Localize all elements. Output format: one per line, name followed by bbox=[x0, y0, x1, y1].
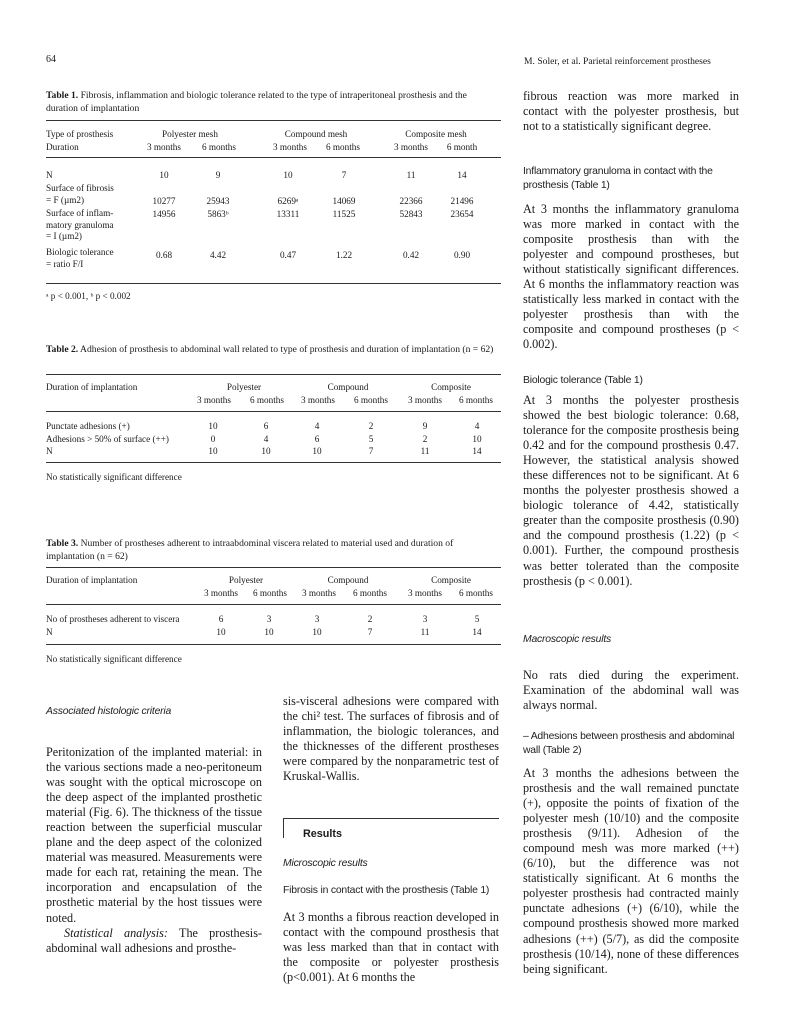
table3-head bbox=[46, 575, 501, 605]
table3-row-label: N bbox=[46, 627, 53, 637]
table3-label: Table 3. bbox=[46, 538, 79, 549]
table2-cell: 14 bbox=[472, 446, 482, 456]
table2-duration: 6 months bbox=[250, 395, 284, 405]
right-paragraph-inflammatory: At 3 months the inflammatory granuloma was more marked in contact with the composite prosthesis than with the polyester and compound prostheses, but without statistically significant differences. At 6 months the inflammatory reaction was statistically less marked in contact with the polyester prosthesis than with the composite and compound prostheses (p < 0.002). bbox=[523, 202, 739, 352]
table3-cell: 10 bbox=[312, 627, 322, 637]
table1-cell: 14956 bbox=[152, 209, 176, 219]
table2-duration: 3 months bbox=[301, 395, 335, 405]
table2-group: Composite bbox=[431, 382, 471, 392]
table1-head-rule bbox=[46, 157, 501, 158]
table1-cell: 11 bbox=[406, 170, 416, 180]
table1-row-label: N bbox=[46, 170, 53, 180]
table1-cell: 5863ᵇ bbox=[207, 209, 229, 219]
table1-col-duration: Duration bbox=[46, 142, 79, 152]
table1-duration: 6 month bbox=[446, 142, 478, 152]
table1-col-type: Type of prosthesis bbox=[46, 129, 114, 139]
table3-head-rule bbox=[46, 604, 501, 605]
table1-cell: 0.47 bbox=[279, 250, 297, 260]
table2-col-duration: Duration of implantation bbox=[46, 382, 138, 392]
table3-cell: 6 bbox=[218, 614, 224, 624]
left-paragraph-peritonization: Peritonization of the implanted material: in the various sections made a neo-peritoneum was sought with the optical microscope on the deep aspect of the implanted prosthetic material (Fig. 6). The thickness of the tissue reaction between the superficial muscular plane and the deep aspect of the colonized material was measured. Measurements were made for each rat, retaining the mean. The incorporation and encapsulation of the prosthetic material by the host tissues were noted. bbox=[46, 745, 262, 925]
table2-cell: 10 bbox=[312, 446, 322, 456]
table3-duration: 6 months bbox=[353, 588, 387, 598]
right-paragraph-adhesions: At 3 months the adhesions between the prosthesis and the wall remained punctate (+), opposite the points of fixation of the polyester mesh (10/10) and the composite prosthesis (9/11). Adhesion of the compound mesh was more marked (++) (6/10), but the difference was not statistically significant. At 6 months the polyester prosthesis had contracted mainly punctate adhesions (+) (6/10), while the compound prosthesis showed more marked adhesions (++) (5/7), as did the composite prosthesis (10/14), none of these differences being significant. bbox=[523, 766, 739, 976]
table2-cell: 7 bbox=[368, 446, 374, 456]
table1-caption-text: Fibrosis, inflammation and biologic tolerance related to the type of intraperitoneal prosthesis and the duration of implantation bbox=[46, 90, 467, 114]
table3-cell: 3 bbox=[422, 614, 428, 624]
table2-duration: 3 months bbox=[197, 395, 231, 405]
table1-cell: 52843 bbox=[399, 209, 423, 219]
mid-paragraph-statistics-cont: sis-visceral adhesions were compared with the chi² test. The surfaces of fibrosis and of inflammation, the biologic tolerances, and the thicknesses of the different prostheses were compared by the nonparametric test of Kruskal-Wallis. bbox=[283, 694, 499, 784]
statistical-analysis-text: The prosthesis-abdominal wall adhesions and prosthe- bbox=[46, 925, 262, 955]
statistical-analysis-label: Statistical analysis: bbox=[64, 925, 168, 940]
heading-fibrosis: Fibrosis in contact with the prosthesis (Table 1) bbox=[283, 885, 490, 896]
table3-duration: 3 months bbox=[408, 588, 442, 598]
table1-cell: 6269ᵃ bbox=[277, 196, 299, 206]
table1-cell: 0.42 bbox=[402, 250, 420, 260]
table2-group: Compound bbox=[327, 382, 369, 392]
table1-duration: 6 months bbox=[326, 142, 360, 152]
table3-cell: 10 bbox=[264, 627, 274, 637]
heading-microscopic-results: Microscopic results bbox=[283, 858, 368, 869]
table1-cell: 21496 bbox=[450, 196, 474, 206]
table2-top-rule bbox=[46, 374, 501, 375]
right-paragraph-biologic: At 3 months the polyester prosthesis showed the best biologic tolerance: 0.68, tolerance for the composite prosthesis being 0.42 and for the compound prosthesis 0.47. However, the statistical analysis showed these differences not to be significant. At 6 months the polyester prosthesis showed a biologic tolerance of 4.42, statistically greater than the composite prosthesis (0.90) and the compound prosthesis (1.22) (p < 0.001). Further, the compound prosthesis was better tolerated than the composite prosthesis (p < 0.001). bbox=[523, 393, 739, 588]
table1-duration: 3 months bbox=[273, 142, 307, 152]
table3-duration: 6 months bbox=[459, 588, 493, 598]
table2-cell: 4 bbox=[263, 434, 269, 444]
table1-cell: 10277 bbox=[152, 196, 176, 206]
table2-cell: 11 bbox=[420, 446, 430, 456]
table1-bottom-rule bbox=[46, 283, 501, 284]
right-paragraph-no-rats: No rats died during the experiment. Examination of the abdominal wall was always normal. bbox=[523, 668, 739, 713]
table2-cell: 4 bbox=[474, 421, 480, 431]
table1-row-label: Surface of fibrosis = F (µm2) bbox=[46, 183, 114, 205]
table1-row-label: Biologic tolerance = ratio F/I bbox=[46, 247, 114, 269]
table1-group-polyester: Polyester mesh bbox=[162, 129, 218, 139]
table3-top-rule bbox=[46, 567, 501, 568]
table2-cell: 2 bbox=[422, 434, 428, 444]
table2-caption bbox=[46, 344, 501, 357]
table1-cell: 14 bbox=[457, 170, 467, 180]
heading-biologic-tolerance: Biologic tolerance (Table 1) bbox=[523, 375, 643, 386]
table2-row-label: N bbox=[46, 446, 53, 456]
table1-cell: 1.22 bbox=[335, 250, 353, 260]
table3-group: Composite bbox=[431, 575, 471, 585]
table1-cell: 0.68 bbox=[155, 250, 173, 260]
table3-duration: 3 months bbox=[302, 588, 336, 598]
heading-macroscopic-results: Macroscopic results bbox=[523, 634, 612, 645]
table2-cell: 2 bbox=[368, 421, 374, 431]
table1-cell: 0.90 bbox=[453, 250, 471, 260]
table2-cell: 10 bbox=[472, 434, 482, 444]
table1-duration: 3 months bbox=[147, 142, 181, 152]
table2-duration: 6 months bbox=[354, 395, 388, 405]
table3-cell: 10 bbox=[216, 627, 226, 637]
table2-cell: 6 bbox=[314, 434, 320, 444]
table3-caption bbox=[46, 538, 501, 563]
left-column-text bbox=[46, 745, 262, 956]
table1-cell: 11525 bbox=[332, 209, 356, 219]
table2-row-label: Adhesions > 50% of surface (++) bbox=[46, 434, 169, 444]
table2-bottom-rule bbox=[46, 462, 501, 463]
table1-cell: 22366 bbox=[399, 196, 423, 206]
table2-caption-text: Adhesion of prosthesis to abdominal wall related to type of prosthesis and duration of implantation (n = 62) bbox=[78, 344, 494, 355]
heading-adhesions-wall: – Adhesions between prosthesis and abdominal wall (Table 2) bbox=[523, 731, 735, 756]
table1-duration: 3 months bbox=[394, 142, 428, 152]
table2-head-rule bbox=[46, 411, 501, 412]
table3-cell: 14 bbox=[472, 627, 482, 637]
table1-caption bbox=[46, 90, 501, 115]
table1-duration: 6 months bbox=[202, 142, 236, 152]
table2-cell: 4 bbox=[314, 421, 320, 431]
table2-group: Polyester bbox=[226, 382, 262, 392]
table1-footnote: ᵃ p < 0.001, ᵇ p < 0.002 bbox=[46, 291, 131, 301]
table2-head bbox=[46, 382, 501, 422]
table1-top-rule bbox=[46, 120, 501, 121]
table3-duration: 6 months bbox=[253, 588, 287, 598]
table3-cell: 2 bbox=[367, 614, 373, 624]
table1-cell: 4.42 bbox=[209, 250, 227, 260]
table3-bottom-rule bbox=[46, 644, 501, 645]
table1-cell: 10 bbox=[159, 170, 169, 180]
table2-cell: 10 bbox=[208, 446, 218, 456]
left-paragraph-statistics bbox=[46, 926, 262, 956]
table1-group-compound: Compound mesh bbox=[284, 129, 348, 139]
table3-cell: 11 bbox=[420, 627, 430, 637]
table3-cell: 3 bbox=[314, 614, 320, 624]
table2-footnote: No statistically significant difference bbox=[46, 472, 182, 482]
table1-group-composite: Composite mesh bbox=[405, 129, 467, 139]
right-paragraph-fibrous: fibrous reaction was more marked in contact with the polyester prosthesis, but not to a statistically significant degree. bbox=[523, 89, 739, 134]
table1-label: Table 1. bbox=[46, 90, 79, 101]
table2-duration: 6 months bbox=[459, 395, 493, 405]
table3-group: Compound bbox=[327, 575, 369, 585]
table3-group: Polyester bbox=[228, 575, 264, 585]
table3-cell: 3 bbox=[266, 614, 272, 624]
table2-duration: 3 months bbox=[408, 395, 442, 405]
table1-cell: 14069 bbox=[332, 196, 356, 206]
table2-cell: 9 bbox=[422, 421, 428, 431]
table3-cell: 7 bbox=[367, 627, 373, 637]
table2-body bbox=[46, 421, 501, 461]
table2-cell: 10 bbox=[261, 446, 271, 456]
results-marker bbox=[283, 818, 284, 838]
table3-cell: 5 bbox=[474, 614, 480, 624]
table2-label: Table 2. bbox=[46, 344, 79, 355]
table1-cell: 13311 bbox=[276, 209, 300, 219]
heading-associated-histologic: Associated histologic criteria bbox=[46, 706, 172, 717]
table2-cell: 10 bbox=[208, 421, 218, 431]
table1-cell: 23654 bbox=[450, 209, 474, 219]
page-number: 64 bbox=[46, 54, 56, 65]
table2-cell: 6 bbox=[263, 421, 269, 431]
table3-duration: 3 months bbox=[204, 588, 238, 598]
table2-cell: 0 bbox=[210, 434, 216, 444]
table1-row-label: Surface of inflam- matory granuloma = I (µm2) bbox=[46, 208, 114, 241]
table2-row-label: Punctate adhesions (+) bbox=[46, 421, 130, 431]
table1-cell: 10 bbox=[283, 170, 293, 180]
table1-cell: 9 bbox=[215, 170, 221, 180]
running-head: M. Soler, et al. Parietal reinforcement prostheses bbox=[524, 56, 711, 67]
table2-cell: 5 bbox=[368, 434, 374, 444]
results-rule bbox=[283, 818, 499, 819]
heading-inflammatory-granuloma: Inflammatory granuloma in contact with the prosthesis (Table 1) bbox=[523, 166, 713, 191]
table3-caption-text: Number of prostheses adherent to intraabdominal viscera related to material used and duration of implantation (n = 62) bbox=[46, 538, 454, 562]
table1-cell: 7 bbox=[341, 170, 347, 180]
mid-paragraph-fibrosis: At 3 months a fibrous reaction developed in contact with the compound prosthesis that was less marked than that in contact with the composite or polyester prosthesis (p<0.001). At 6 months the bbox=[283, 910, 499, 985]
table1-body bbox=[46, 170, 501, 285]
table3-row-label: No of prostheses adherent to viscera bbox=[46, 614, 180, 624]
heading-results: Results bbox=[303, 828, 343, 840]
table3-footnote: No statistically significant difference bbox=[46, 654, 182, 664]
table3-col-duration: Duration of implantation bbox=[46, 575, 138, 585]
table1-cell: 25943 bbox=[206, 196, 230, 206]
table3-body bbox=[46, 614, 501, 642]
